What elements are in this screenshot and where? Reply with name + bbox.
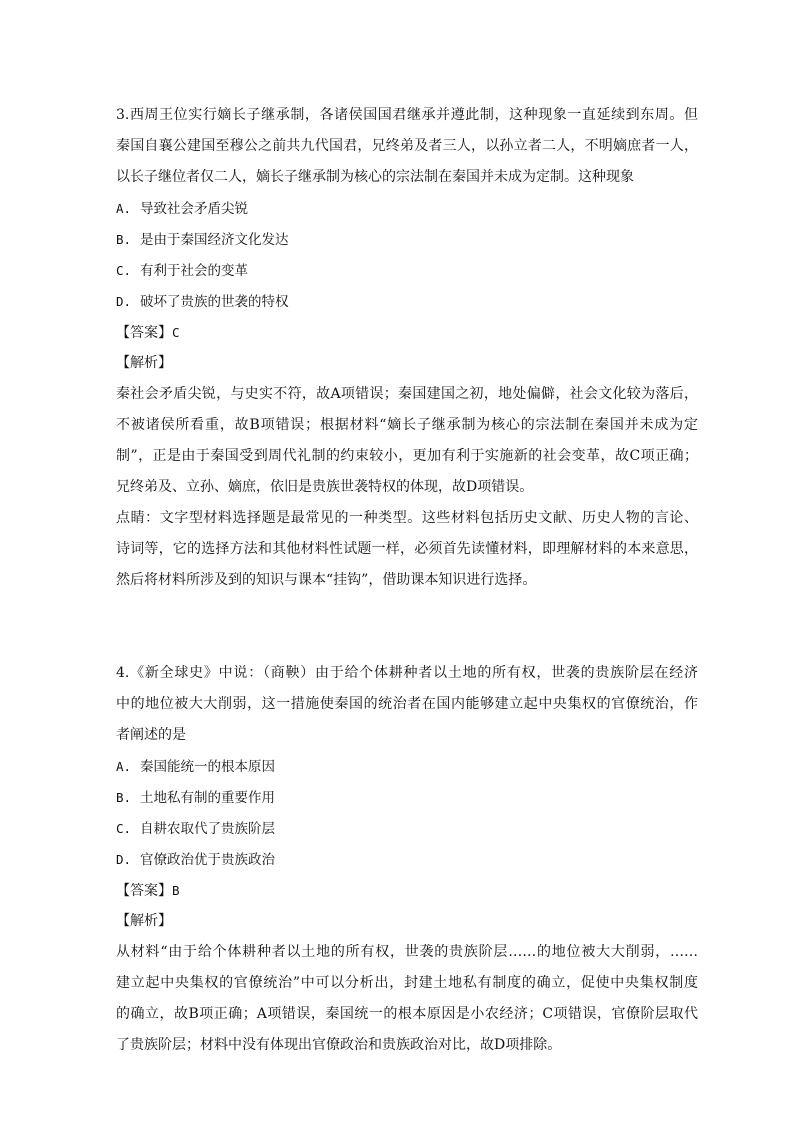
option-letter: A. [116,201,132,216]
question-3-analysis-line-4: 兄终弟及、立孙、嫡庶，依旧是贵族世袭特权的体现，故D项错误。 [116,479,534,495]
question-4-analysis-line-1: 从材料“由于给个体耕种者以土地的所有权，世袭的贵族阶层……的地位被大大削弱，…… [116,944,698,960]
question-4-option-c [116,813,698,844]
question-3-analysis-label: 【解析】 [116,355,172,371]
option-text: 导致社会矛盾尖锐 [140,201,248,217]
question-4-analysis-line-3: 的确立，故B项正确；A项错误，秦国统一的根本原因是小农经济；C项错误，官僚阶层取代 [116,1006,698,1022]
question-3-option-d [116,286,698,317]
answer-value: B [172,883,180,898]
question-3-option-b [116,224,698,255]
answer-value: C [172,325,180,340]
question-3-analysis-line-3: 制”，正是由于秦国受到周代礼制的约束较小，更加有利于实施新的社会变革，故C项正确； [116,448,698,464]
question-3-analysis-line-1: 秦社会矛盾尖锐，与史实不符，故A项错误；秦国建国之初，地处偏僻，社会文化较为落后， [116,386,698,402]
option-letter: C. [116,263,132,278]
question-3 [116,100,698,596]
option-text: 官僚政治优于贵族政治 [140,852,275,868]
option-text: 土地私有制的重要作用 [140,790,275,806]
question-4-answer [116,875,698,906]
question-3-option-c [116,255,698,286]
option-letter: D. [116,294,132,309]
question-3-tip-line-3: 然后将材料所涉及到的知识与课本“挂钩”，借助课本知识进行选择。 [116,572,537,588]
option-text: 自耕农取代了贵族阶层 [140,821,275,837]
question-4-analysis-label: 【解析】 [116,913,172,929]
question-4-analysis-line-4: 了贵族阶层；材料中没有体现出官僚政治和贵族政治对比，故D项排除。 [116,1037,562,1053]
question-4-stem-line-2: 中的地位被大大削弱，这一措施使秦国的统治者在国内能够建立起中央集权的官僚统治，作 [116,696,698,712]
question-3-answer [116,317,698,348]
option-text: 有利于社会的变革 [140,263,248,279]
answer-label: 【答案】 [116,883,172,899]
option-text: 秦国能统一的根本原因 [140,759,275,775]
question-3-option-a [116,193,698,224]
option-letter: B. [116,232,132,247]
question-4-stem-line-3: 者阐述的是 [116,727,186,743]
question-4-option-d [116,844,698,875]
question-3-stem-line-1: 3.西周王位实行嫡长子继承制，各诸侯国国君继承并遵此制，这种现象一直延续到东周。但 [116,107,698,123]
option-text: 破坏了贵族的世袭的特权 [140,294,289,310]
question-4 [116,658,698,1061]
question-3-tip-line-2: 诗词等，它的选择方法和其他材料性试题一样，必须首先读懂材料，即理解材料的本来意思， [116,541,698,557]
option-letter: A. [116,759,132,774]
answer-label: 【答案】 [116,325,172,341]
question-3-analysis-line-2: 不被诸侯所看重，故B项错误；根据材料“嫡长子继承制为核心的宗法制在秦国并未成为定 [116,417,698,433]
option-letter: D. [116,852,132,867]
question-3-stem-line-3: 以长子继位者仅二人，嫡长子继承制为核心的宗法制在秦国并未成为定制。这种现象 [116,169,634,185]
question-3-tip-line-1: 点睛：文字型材料选择题是最常见的一种类型。这些材料包括历史文献、历史人物的言论、 [116,510,698,526]
question-4-stem-line-1: 4.《新全球史》中说：（商鞅）由于给个体耕种者以土地的所有权，世袭的贵族阶层在经济 [116,665,698,681]
question-4-option-a [116,751,698,782]
option-text: 是由于秦国经济文化发达 [140,232,289,248]
option-letter: C. [116,821,132,836]
question-3-stem-line-2: 秦国自襄公建国至穆公之前共九代国君，兄终弟及者三人，以孙立者二人，不明嫡庶者一人， [116,138,698,154]
option-letter: B. [116,790,132,805]
question-4-option-b [116,782,698,813]
question-4-analysis-line-2: 建立起中央集权的官僚统治”中可以分析出，封建土地私有制度的确立，促使中央集权制度 [116,975,698,991]
